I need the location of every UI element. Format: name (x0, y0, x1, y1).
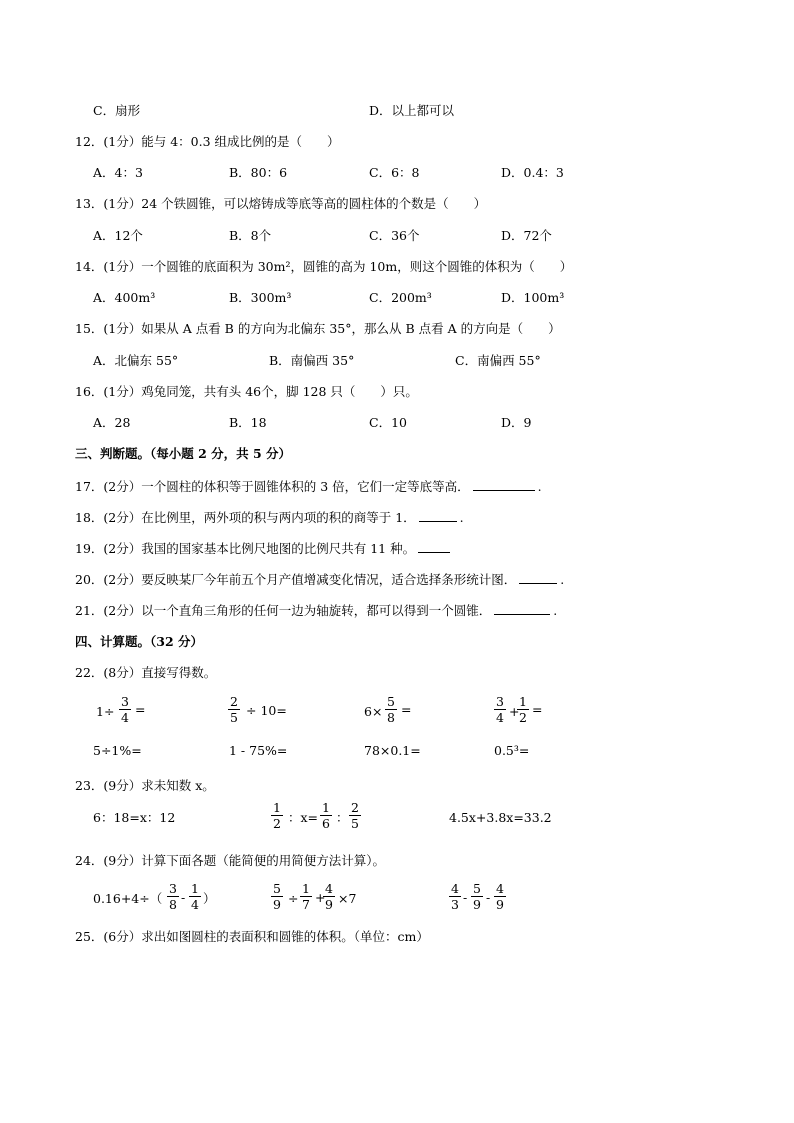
section-4-heading: 四、计算题。（32 分） (75, 634, 203, 649)
numerator: 1 (519, 694, 527, 709)
q22-expr1-prefix: 1÷ (96, 704, 115, 719)
numerator: 5 (473, 881, 481, 896)
numerator: 3 (496, 694, 504, 709)
q23-eq2-fraction1 (271, 800, 283, 831)
denominator: 2 (519, 710, 527, 725)
q22-expr1-equals: = (135, 702, 146, 717)
q12-stem: 12．(1分）能与 4：0.3 组成比例的是（ ） (75, 134, 340, 149)
denominator: 5 (351, 816, 359, 831)
q19-text: 19．(2分）我国的国家基本比例尺地图的比例尺共有 11 种。 (75, 541, 416, 556)
numerator: 4 (451, 881, 459, 896)
q24-expr3-op2: - (486, 890, 491, 905)
q24-expr2-op2: + (315, 890, 326, 905)
q17-text: 17．(2分）一个圆柱的体积等于圆锥体积的 3 倍，它们一定等底等高． (75, 479, 470, 494)
q23-eq2-colon: ： (336, 810, 349, 825)
q22-expr7: 78×0.1= (364, 743, 421, 758)
numerator: 1 (302, 881, 310, 896)
q13-option-a: A．12个 (93, 228, 143, 243)
denominator: 6 (322, 816, 330, 831)
q24-expr2-rest: ×7 (338, 891, 357, 906)
q22-expr3-equals: = (401, 702, 412, 717)
q22-expr4-operator: + (509, 704, 520, 719)
numerator: 3 (121, 694, 129, 709)
q13-option-b: B．8个 (229, 228, 272, 243)
numerator: 2 (351, 800, 359, 815)
q22-expr3-prefix: 6× (364, 704, 383, 719)
q24-expr3-fraction1 (449, 881, 461, 912)
q11-option-c: C．扇形 (93, 103, 141, 118)
q24-expr3-fraction2 (471, 881, 483, 912)
q20-answer-blank[interactable] (519, 571, 557, 584)
q22-expr4-fraction1 (494, 694, 506, 725)
denominator: 9 (473, 897, 481, 912)
q15-stem: 15．(1分）如果从 A 点看 B 的方向为北偏东 35°，那么从 B 点看 A 的方向是（ ） (75, 321, 561, 336)
q22-stem: 22．(8分）直接写得数。 (75, 665, 217, 680)
numerator: 1 (273, 800, 281, 815)
q23-stem: 23．(9分）求未知数 x。 (75, 778, 215, 793)
q24-expr1-fraction1 (167, 881, 179, 912)
denominator: 4 (191, 897, 199, 912)
q24-expr2-fraction3 (323, 881, 335, 912)
q13-stem: 13．(1分）24 个铁圆锥，可以熔铸成等底等高的圆柱体的个数是（ ） (75, 196, 487, 211)
q16-option-a: A．28 (93, 415, 131, 430)
q16-option-c: C．10 (369, 415, 407, 430)
q22-expr8: 0.5³= (494, 743, 530, 758)
q12-option-c: C．6：8 (369, 165, 420, 180)
q13-option-d: D．72个 (501, 228, 552, 243)
denominator: 8 (387, 710, 395, 725)
q24-expr3-op1: - (463, 890, 468, 905)
numerator: 1 (191, 881, 199, 896)
q22-expr1-fraction (119, 694, 131, 725)
section-3-heading: 三、判断题。（每小题 2 分，共 5 分） (75, 446, 292, 461)
numerator: 3 (169, 881, 177, 896)
q24-expr2-fraction1 (271, 881, 283, 912)
denominator: 7 (302, 897, 310, 912)
q19-stem (75, 540, 453, 557)
denominator: 9 (273, 897, 281, 912)
denominator: 3 (451, 897, 459, 912)
q16-stem: 16．(1分）鸡兔同笼，共有头 46个，脚 128 只（ ）只。 (75, 384, 418, 399)
q20-text: 20．(2分）要反映某厂今年前五个月产值增减变化情况，适合选择条形统计图． (75, 572, 517, 587)
q12-option-b: B．80：6 (229, 165, 288, 180)
denominator: 9 (325, 897, 333, 912)
q14-option-d: D．100m³ (501, 290, 565, 305)
q22-expr4-equals: = (532, 702, 543, 717)
numerator: 2 (230, 694, 238, 709)
q14-option-b: B．300m³ (229, 290, 292, 305)
q23-eq2-fraction2 (320, 800, 332, 831)
q23-eq1: 6：18=x：12 (93, 810, 176, 825)
denominator: 8 (169, 897, 177, 912)
q24-expr1-operator: - (181, 890, 186, 905)
q14-option-a: A．400m³ (93, 290, 156, 305)
q24-expr2-op1: ÷ (288, 891, 299, 906)
q23-eq3: 4.5x+3.8x=33.2 (449, 810, 552, 825)
q15-option-c: C．南偏西 55° (455, 353, 541, 368)
q15-option-b: B．南偏西 35° (269, 353, 355, 368)
q24-expr1-fraction2 (189, 881, 201, 912)
q21-answer-blank[interactable] (494, 602, 550, 615)
q23-eq2-mid: ：x= (288, 810, 319, 825)
q24-expr3-fraction3 (494, 881, 506, 912)
q25-stem: 25．(6分）求出如图圆柱的表面积和圆锥的体积。（单位：cm） (75, 929, 429, 944)
q24-expr2-fraction2 (300, 881, 312, 912)
q14-option-c: C．200m³ (369, 290, 432, 305)
denominator: 4 (496, 710, 504, 725)
denominator: 9 (496, 897, 504, 912)
q23-eq2-fraction3 (349, 800, 361, 831)
q22-expr2-fraction (228, 694, 240, 725)
denominator: 4 (121, 710, 129, 725)
q22-expr4-fraction2 (517, 694, 529, 725)
q24-expr1-prefix: 0.16+4÷（ (93, 891, 163, 906)
q12-option-d: D．0.4：3 (501, 165, 564, 180)
numerator: 4 (325, 881, 333, 896)
q24-stem: 24．(9分）计算下面各题（能简便的用简便方法计算）。 (75, 853, 385, 868)
q13-option-c: C．36个 (369, 228, 420, 243)
q19-answer-blank[interactable] (418, 540, 450, 553)
q18-answer-blank[interactable] (419, 509, 457, 522)
denominator: 5 (230, 710, 238, 725)
numerator: 1 (322, 800, 330, 815)
q24-expr1-close: ） (203, 891, 216, 906)
q18-stem: 18．(2分）在比例里，两外项的积与两内项的积的商等于 1． . (75, 510, 464, 525)
q14-stem: 14．(1分）一个圆锥的底面积为 30m²，圆锥的高为 10m，则这个圆锥的体积为（ ） (75, 259, 573, 274)
q21-text: 21．(2分）以一个直角三角形的任何一边为轴旋转，都可以得到一个圆锥． (75, 603, 492, 618)
q22-expr3-fraction (385, 694, 397, 725)
q16-option-d: D．9 (501, 415, 532, 430)
numerator: 5 (387, 694, 395, 709)
q17-answer-blank[interactable] (473, 478, 535, 491)
q15-option-a: A．北偏东 55° (93, 353, 179, 368)
q16-option-b: B．18 (229, 415, 267, 430)
numerator: 4 (496, 881, 504, 896)
q21-stem: 21．(2分）以一个直角三角形的任何一边为轴旋转，都可以得到一个圆锥． . (75, 603, 558, 618)
q22-expr6: 1 - 75%= (229, 743, 288, 758)
q11-option-d: D．以上都可以 (369, 103, 455, 118)
q17-stem: 17．(2分）一个圆柱的体积等于圆锥体积的 3 倍，它们一定等底等高． . (75, 479, 542, 494)
q22-expr5: 5÷1%= (93, 743, 142, 758)
q12-option-a: A．4：3 (93, 165, 143, 180)
q20-stem: 20．(2分）要反映某厂今年前五个月产值增减变化情况，适合选择条形统计图． . (75, 572, 565, 587)
q22-expr2-rest: ÷ 10= (246, 703, 287, 718)
denominator: 2 (273, 816, 281, 831)
numerator: 5 (273, 881, 281, 896)
q18-text: 18．(2分）在比例里，两外项的积与两内项的积的商等于 1． (75, 510, 416, 525)
